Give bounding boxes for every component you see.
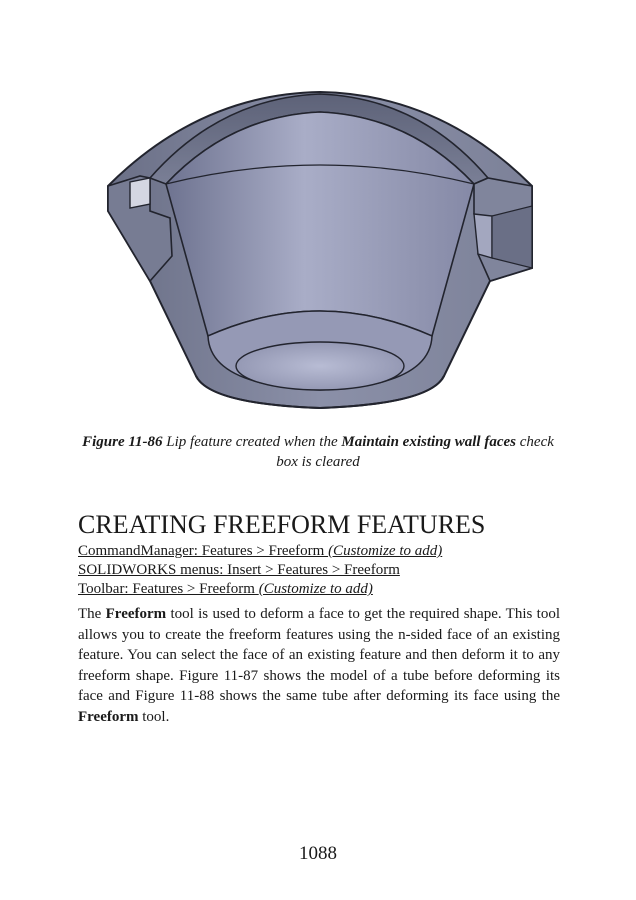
freeform-term: Freeform (78, 708, 139, 725)
figure-11-86-lip-feature (100, 86, 540, 416)
body-paragraph: The Freeform tool is used to deform a face to get the required shape. This tool allows you to create the freeform features using the n-sided face of an existing feature. You can select the face of an existing feature and then deform it to any freeform shape. Figure 11-87 shows the model of a tube before deforming its face and Figure 11-88 shows the same tube after deforming its face using the Freeform tool. (78, 606, 560, 725)
bottom-floor (236, 342, 404, 390)
command-paths (78, 542, 560, 599)
figure-caption (78, 432, 558, 472)
freeform-term: Freeform (105, 606, 167, 622)
section-heading: CREATING FREEFORM FEATURES (78, 510, 486, 539)
path-commandmanager: CommandManager: Features > Freeform (Customize to add) (78, 543, 443, 559)
path-solidworks-menus: SOLIDWORKS menus: Insert > Features > Freeform (78, 562, 400, 578)
caption-bold-option: Maintain existing wall faces (341, 434, 516, 450)
caption-text-2: check box is cleared (276, 434, 554, 470)
lip-feature-model-illustration (100, 86, 540, 416)
caption-text-1: Lip feature created when the (162, 434, 342, 450)
page-number: 1088 (299, 843, 337, 864)
figure-label: Figure 11-86 (82, 434, 163, 450)
path-toolbar: Toolbar: Features > Freeform (Customize to add) (78, 581, 373, 597)
inner-wall (166, 112, 474, 336)
